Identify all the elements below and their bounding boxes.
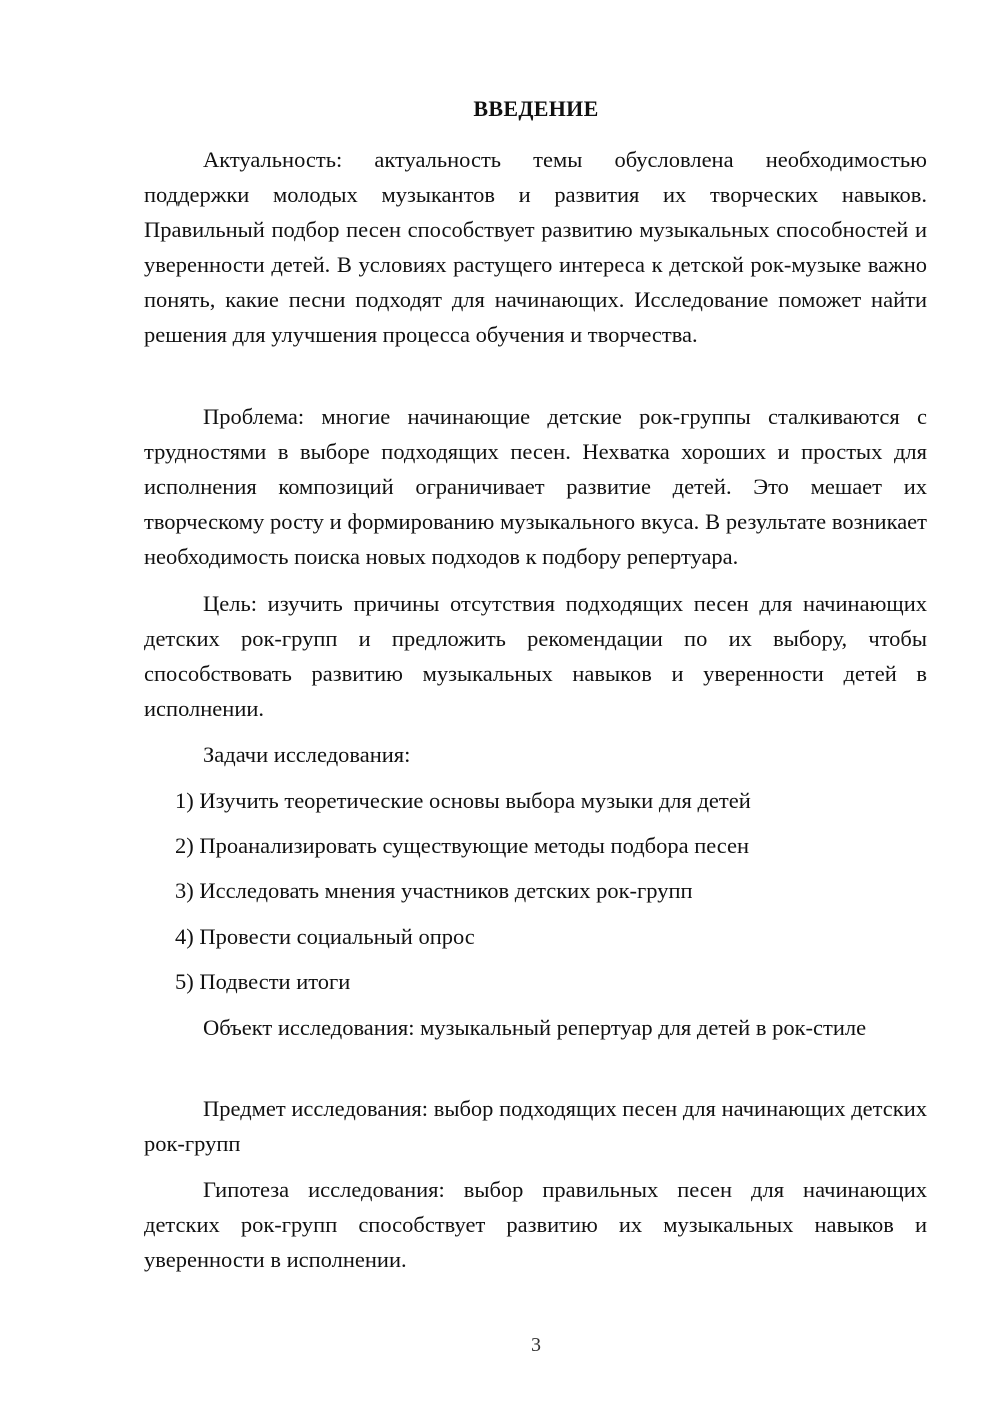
page-number: 3: [531, 1334, 541, 1356]
tasks-heading: Задачи исследования:: [203, 742, 411, 767]
goal-paragraph: Цель: изучить причины отсутствия подходящих песен для начинающих детских рок-групп и предложить рекомендации по их выбору, чтобы способствовать развитию музыкальных навыков и уверенности детей в исполнении.: [144, 591, 927, 721]
problem-paragraph: Проблема: многие начинающие детские рок-группы сталкиваются с трудностями в выборе подходящих песен. Нехватка хороших и простых для исполнения композиций ограничивает развитие детей. Это мешает их творческому росту и формированию музыкального вкуса. В результате возникает необходимость поиска новых подходов к подбору репертуара.: [144, 404, 927, 569]
task-item: 3) Исследовать мнения участников детских рок-групп: [175, 878, 693, 903]
relevance-paragraph: Актуальность: актуальность темы обусловлена необходимостью поддержки молодых музыкантов и развития их творческих навыков. Правильный подбор песен способствует развитию музыкальных способностей и уверенности детей. В условиях растущего интереса к детской рок-музыке важно понять, какие песни подходят для начинающих. Исследование поможет найти решения для улучшения процесса обучения и творчества.: [144, 147, 927, 347]
task-item: 2) Проанализировать существующие методы подбора песен: [175, 833, 750, 858]
task-item: 5) Подвести итоги: [175, 969, 351, 994]
object-paragraph: Объект исследования: музыкальный репертуар для детей в рок-стиле: [203, 1015, 867, 1040]
subject-paragraph: Предмет исследования: выбор подходящих песен для начинающих детских рок-групп: [144, 1096, 927, 1156]
page-title: ВВЕДЕНИЕ: [473, 96, 599, 121]
task-item: 4) Провести социальный опрос: [175, 924, 475, 949]
hypothesis-paragraph: Гипотеза исследования: выбор правильных песен для начинающих детских рок-групп способствует развитию их музыкальных навыков и уверенности в исполнении.: [144, 1177, 927, 1272]
task-item: 1) Изучить теоретические основы выбора музыки для детей: [175, 788, 751, 813]
